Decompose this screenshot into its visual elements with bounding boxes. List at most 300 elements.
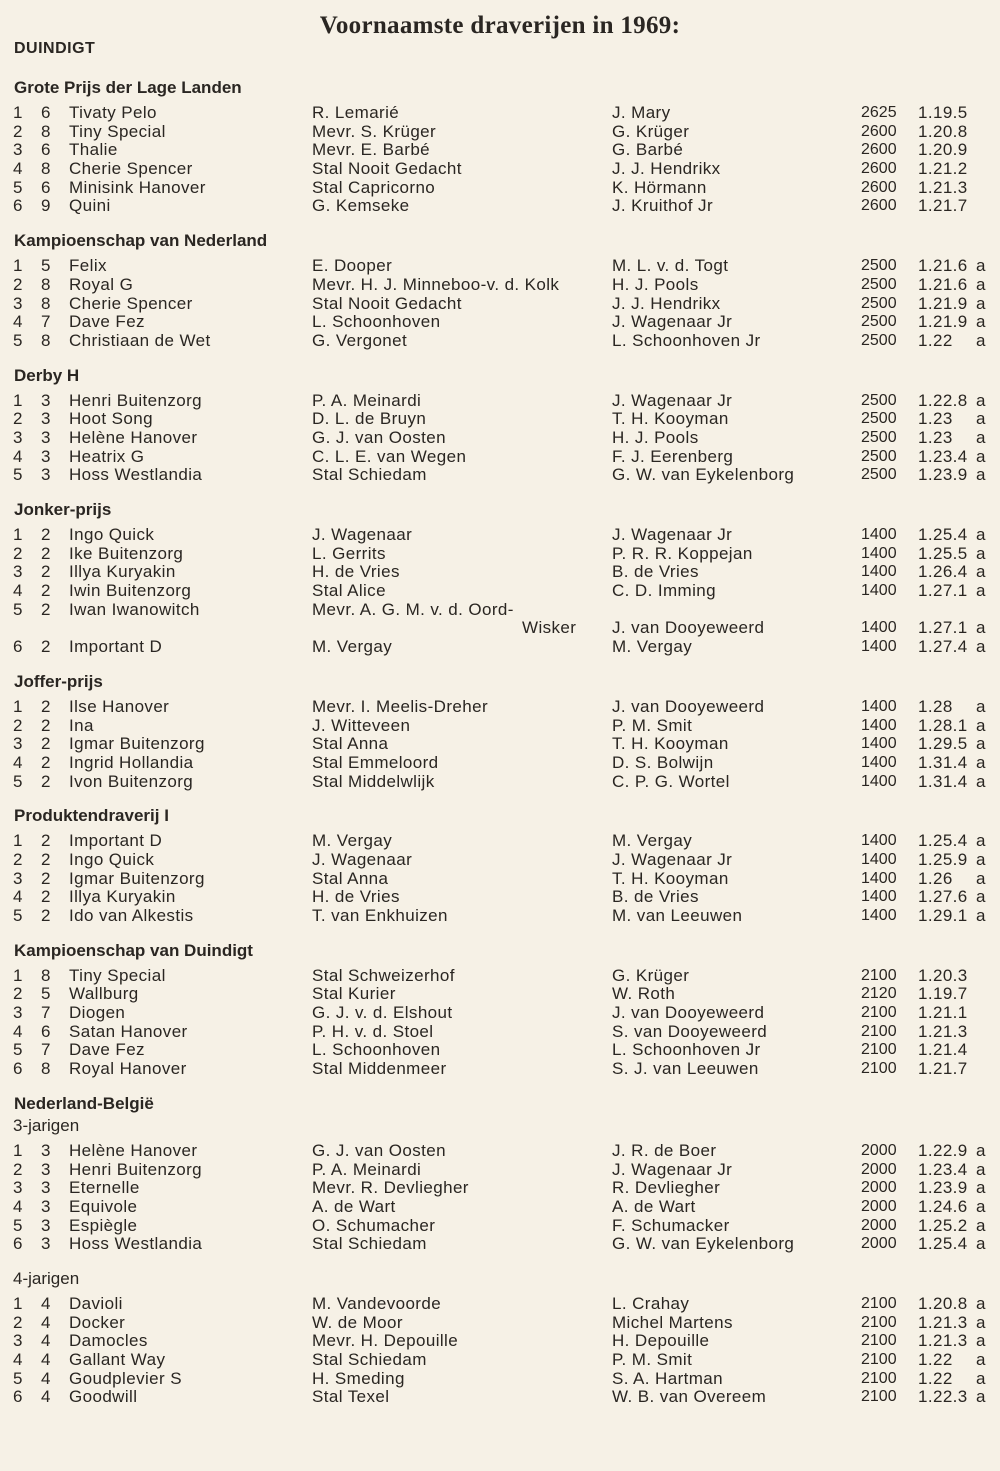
horse-age: 8 — [41, 159, 51, 179]
result-row — [0, 295, 1000, 314]
horse-age: 2 — [41, 715, 51, 735]
owner-name: Mevr. E. Barbé — [312, 140, 431, 160]
driver-name: B. de Vries — [612, 562, 699, 582]
kilometre-time: 1.19.5 — [918, 103, 968, 122]
kilometre-time: 1.22.3 — [918, 1387, 968, 1407]
horse-age: 2 — [41, 906, 51, 926]
race-title: Produktendraverij I — [14, 806, 169, 826]
owner-name: Stal Anna — [312, 868, 389, 888]
horse-name: Hoot Song — [69, 409, 153, 429]
result-row — [0, 735, 1000, 754]
driver-name: Michel Martens — [612, 1312, 733, 1332]
horse-name: Ina — [69, 715, 94, 735]
horse-name: Important D — [69, 637, 163, 657]
horse-age: 3 — [41, 1140, 51, 1160]
kilometre-time: 1.25.5 — [918, 543, 968, 563]
start-type-note: a — [976, 581, 986, 601]
driver-name: A. de Wart — [612, 1196, 696, 1216]
result-row — [0, 332, 1000, 351]
start-type-note: a — [976, 831, 986, 851]
kilometre-time: 1.23.9 — [918, 465, 968, 485]
kilometre-time: 1.21.7 — [918, 1059, 968, 1079]
finish-position: 1 — [13, 1140, 23, 1160]
horse-age: 2 — [41, 887, 51, 907]
start-type-note: a — [976, 312, 986, 332]
finish-position: 5 — [13, 177, 23, 197]
finish-position: 2 — [13, 1159, 23, 1179]
result-row — [0, 313, 1000, 332]
horse-age: 2 — [41, 581, 51, 601]
start-type-note: a — [976, 293, 986, 313]
owner-name: H. Smeding — [312, 1368, 405, 1388]
finish-position: 4 — [13, 581, 23, 601]
result-row — [0, 717, 1000, 736]
horse-age: 9 — [41, 196, 51, 216]
result-row — [0, 832, 1000, 851]
horse-age: 6 — [41, 103, 51, 122]
finish-position: 1 — [13, 525, 23, 544]
driver-name: S. J. van Leeuwen — [612, 1059, 759, 1079]
finish-position: 4 — [13, 887, 23, 907]
owner-name: Stal Alice — [312, 581, 386, 601]
horse-name: Igmar Buitenzorg — [69, 868, 205, 888]
race-distance: 2500 — [861, 410, 897, 428]
horse-age: 3 — [41, 1159, 51, 1179]
horse-age: 2 — [41, 771, 51, 791]
start-type-note: a — [976, 1331, 986, 1351]
result-row — [0, 123, 1000, 142]
owner-name: G. J. v. d. Elshout — [312, 1003, 453, 1023]
race-distance: 1400 — [861, 832, 897, 850]
driver-name: L. Schoonhoven Jr — [612, 1040, 761, 1060]
start-type-note: a — [976, 427, 986, 447]
race-distance: 1400 — [861, 526, 897, 543]
driver-name: M. Vergay — [612, 637, 693, 657]
horse-age: 3 — [41, 427, 51, 447]
kilometre-time: 1.26 — [918, 868, 953, 888]
race-distance: 2000 — [861, 1216, 897, 1234]
start-type-note: a — [976, 256, 986, 276]
horse-age: 2 — [41, 599, 51, 619]
horse-age: 6 — [41, 177, 51, 197]
kilometre-time: 1.22 — [918, 1350, 953, 1370]
kilometre-time: 1.21.3 — [918, 1331, 968, 1351]
result-row — [0, 1179, 1000, 1198]
kilometre-time: 1.23 — [918, 427, 953, 447]
finish-position: 5 — [13, 465, 23, 485]
horse-name: Goodwill — [69, 1387, 138, 1407]
driver-name: J. J. Hendrikx — [612, 293, 721, 313]
race-distance: 2120 — [861, 985, 897, 1003]
owner-name: Stal Schiedam — [312, 1234, 427, 1254]
driver-name: S. A. Hartman — [612, 1368, 724, 1388]
race-title: Joffer-prijs — [14, 671, 103, 691]
kilometre-time: 1.21.2 — [918, 159, 968, 179]
horse-age: 2 — [41, 868, 51, 888]
horse-age: 5 — [41, 256, 51, 276]
finish-position: 3 — [13, 140, 23, 160]
horse-name: Ike Buitenzorg — [69, 543, 184, 563]
finish-position: 1 — [13, 256, 23, 276]
owner-name: Stal Kurier — [312, 984, 396, 1004]
age-class-label: 4-jarigen — [13, 1268, 80, 1288]
race-section — [0, 671, 1000, 791]
start-type-note: a — [976, 543, 986, 563]
driver-name: S. van Dooyeweerd — [612, 1021, 768, 1041]
finish-position: 1 — [13, 696, 23, 716]
horse-name: Illya Kuryakin — [69, 887, 176, 907]
finish-position: 4 — [13, 1021, 23, 1041]
race-distance: 2000 — [861, 1160, 897, 1178]
race-section — [0, 77, 1000, 216]
race-distance: 2600 — [861, 197, 897, 215]
driver-name: G. W. van Eykelenborg — [612, 1234, 795, 1254]
horse-name: Wallburg — [69, 984, 139, 1004]
kilometre-time: 1.21.9 — [918, 312, 968, 332]
owner-name: Stal Schiedam — [312, 465, 427, 485]
owner-name: Stal Emmeloord — [312, 752, 439, 772]
horse-name: Tivaty Pelo — [69, 103, 157, 122]
result-row — [0, 773, 1000, 792]
owner-name: Mevr. H. J. Minneboo-v. d. Kolk — [312, 274, 560, 294]
spacer — [0, 1079, 1000, 1093]
driver-name: J. van Dooyeweerd — [612, 696, 765, 716]
owner-name: P. A. Meinardi — [312, 390, 422, 410]
race-distance: 2000 — [861, 1179, 897, 1197]
start-type-note: a — [976, 1350, 986, 1370]
finish-position: 3 — [13, 293, 23, 313]
race-distance: 2100 — [861, 1351, 897, 1369]
owner-name: M. Vandevoorde — [312, 1293, 442, 1313]
kilometre-time: 1.22.8 — [918, 390, 968, 410]
result-row — [0, 563, 1000, 582]
spacer — [0, 791, 1000, 805]
owner-name: E. Dooper — [312, 256, 393, 276]
horse-age: 4 — [41, 1331, 51, 1351]
race-distance: 1400 — [861, 563, 897, 581]
finish-position: 6 — [13, 1387, 23, 1407]
race-distance: 1400 — [861, 544, 897, 562]
start-type-note: a — [976, 734, 986, 754]
horse-name: Ingo Quick — [69, 849, 155, 869]
finish-position: 4 — [13, 1350, 23, 1370]
horse-age: 2 — [41, 637, 51, 657]
driver-name: P. M. Smit — [612, 1350, 693, 1370]
driver-name: J. Wagenaar Jr — [612, 525, 733, 544]
finish-position: 6 — [13, 196, 23, 216]
race-distance: 1400 — [861, 869, 897, 887]
horse-name: Minisink Hanover — [69, 177, 206, 197]
kilometre-time: 1.29.5 — [918, 734, 968, 754]
horse-name: Thalie — [69, 140, 118, 160]
driver-name: H. J. Pools — [612, 427, 699, 447]
result-row — [0, 1295, 1000, 1314]
kilometre-time: 1.21.6 — [918, 274, 968, 294]
kilometre-time: 1.26.4 — [918, 562, 968, 582]
horse-age: 3 — [41, 446, 51, 466]
horse-name: Heatrix G — [69, 446, 145, 466]
driver-name: J. Kruithof Jr — [612, 196, 714, 216]
finish-position: 4 — [13, 446, 23, 466]
race-distance: 2100 — [861, 1041, 897, 1059]
race-distance: 2000 — [861, 1197, 897, 1215]
spacer — [0, 1254, 1000, 1268]
race-title: Jonker-prijs — [14, 500, 112, 519]
result-row — [0, 179, 1000, 198]
driver-name: T. H. Kooyman — [612, 868, 729, 888]
result-row — [0, 1198, 1000, 1217]
race-distance: 1400 — [861, 735, 897, 753]
start-type-note: a — [976, 465, 986, 485]
finish-position: 6 — [13, 1059, 23, 1079]
horse-name: Equivole — [69, 1196, 138, 1216]
horse-name: Ivon Buitenzorg — [69, 771, 194, 791]
result-row — [0, 276, 1000, 295]
owner-name-continued: Wisker — [522, 618, 577, 638]
finish-position: 6 — [13, 1234, 23, 1254]
horse-name: Dave Fez — [69, 312, 145, 332]
race-section — [0, 230, 1000, 350]
kilometre-time: 1.21.1 — [918, 1003, 968, 1023]
kilometre-time: 1.20.3 — [918, 965, 968, 985]
start-type-note: a — [976, 274, 986, 294]
horse-name: Hoss Westlandia — [69, 1234, 203, 1254]
owner-name: Stal Nooit Gedacht — [312, 293, 462, 313]
driver-name: P. R. R. Koppejan — [612, 543, 753, 563]
horse-age: 6 — [41, 140, 51, 160]
driver-name: T. H. Kooyman — [612, 734, 729, 754]
result-row — [0, 582, 1000, 601]
result-row — [0, 1314, 1000, 1333]
owner-name: Stal Schiedam — [312, 1350, 427, 1370]
race-distance: 2100 — [861, 1294, 897, 1312]
driver-name: J. J. Hendrikx — [612, 159, 721, 179]
driver-name: M. Vergay — [612, 831, 693, 851]
race-distance: 2100 — [861, 966, 897, 984]
race-distance: 1400 — [861, 716, 897, 734]
race-distance: 2000 — [861, 1235, 897, 1253]
owner-name: G. J. van Oosten — [312, 1140, 446, 1160]
race-distance: 2500 — [861, 391, 897, 409]
horse-name: Espiègle — [69, 1215, 138, 1235]
driver-name: D. S. Bolwijn — [612, 752, 714, 772]
result-row — [0, 601, 1000, 638]
start-type-note: a — [976, 1368, 986, 1388]
result-row — [0, 1161, 1000, 1180]
owner-name: Stal Texel — [312, 1387, 390, 1407]
kilometre-time: 1.22 — [918, 330, 953, 350]
result-row — [0, 638, 1000, 657]
start-type-note: a — [976, 446, 986, 466]
race-distance: 2500 — [861, 275, 897, 293]
result-row — [0, 448, 1000, 467]
horse-name: Ingo Quick — [69, 525, 155, 544]
horse-age: 4 — [41, 1387, 51, 1407]
kilometre-time: 1.21.6 — [918, 256, 968, 276]
horse-age: 2 — [41, 562, 51, 582]
kilometre-time: 1.29.1 — [918, 906, 968, 926]
owner-name: L. Schoonhoven — [312, 1040, 441, 1060]
horse-age: 3 — [41, 1178, 51, 1198]
start-type-note: a — [976, 1178, 986, 1198]
start-type-note: a — [976, 849, 986, 869]
kilometre-time: 1.31.4 — [918, 752, 968, 772]
driver-name: F. J. Eerenberg — [612, 446, 734, 466]
finish-position: 2 — [13, 849, 23, 869]
race-section — [0, 365, 1000, 485]
horse-age: 4 — [41, 1293, 51, 1313]
driver-name: J. Wagenaar Jr — [612, 312, 733, 332]
finish-position: 2 — [13, 715, 23, 735]
driver-name: J. van Dooyeweerd — [612, 618, 765, 638]
kilometre-time: 1.28.1 — [918, 715, 968, 735]
result-row — [0, 1023, 1000, 1042]
kilometre-time: 1.22 — [918, 1368, 953, 1388]
driver-name: G. W. van Eykelenborg — [612, 465, 795, 485]
kilometre-time: 1.27.4 — [918, 637, 968, 657]
venue-heading: DUINDIGT — [14, 40, 96, 57]
kilometre-time: 1.20.8 — [918, 1293, 968, 1313]
race-distance: 1400 — [861, 772, 897, 790]
horse-name: Hoss Westlandia — [69, 465, 203, 485]
age-class-label: 3-jarigen — [13, 1115, 80, 1135]
result-row — [0, 526, 1000, 545]
driver-name: P. M. Smit — [612, 715, 693, 735]
race-distance: 2500 — [861, 466, 897, 484]
horse-age: 6 — [41, 1021, 51, 1041]
result-row — [0, 104, 1000, 123]
finish-position: 2 — [13, 409, 23, 429]
horse-name: Ilse Hanover — [69, 696, 170, 716]
horse-name: Tiny Special — [69, 965, 166, 985]
finish-position: 3 — [13, 734, 23, 754]
horse-name: Royal G — [69, 274, 134, 294]
horse-name: Damocles — [69, 1331, 148, 1351]
race-distance: 2600 — [861, 160, 897, 178]
finish-position: 5 — [13, 771, 23, 791]
kilometre-time: 1.28 — [918, 696, 953, 716]
finish-position: 5 — [13, 906, 23, 926]
horse-name: Ido van Alkestis — [69, 906, 194, 926]
start-type-note: a — [976, 1293, 986, 1313]
driver-name: C. D. Imming — [612, 581, 716, 601]
owner-name: G. Vergonet — [312, 330, 408, 350]
kilometre-time: 1.27.6 — [918, 887, 968, 907]
horse-age: 4 — [41, 1312, 51, 1332]
race-distance: 2000 — [861, 1141, 897, 1159]
horse-age: 2 — [41, 525, 51, 544]
start-type-note: a — [976, 1312, 986, 1332]
owner-name: Stal Anna — [312, 734, 389, 754]
result-row — [0, 392, 1000, 411]
driver-name: J. Mary — [612, 103, 671, 122]
horse-name: Davioli — [69, 1293, 123, 1313]
race-distance: 2100 — [861, 1022, 897, 1040]
driver-name: J. Wagenaar Jr — [612, 849, 733, 869]
horse-name: Helène Hanover — [69, 427, 198, 447]
start-type-note: a — [976, 330, 986, 350]
horse-age: 8 — [41, 293, 51, 313]
horse-age: 4 — [41, 1368, 51, 1388]
race-distance: 2100 — [861, 1060, 897, 1078]
race-distance: 2500 — [861, 313, 897, 331]
owner-name: P. H. v. d. Stoel — [312, 1021, 434, 1041]
race-distance: 2100 — [861, 1388, 897, 1406]
horse-name: Diogen — [69, 1003, 126, 1023]
horse-age: 2 — [41, 543, 51, 563]
driver-name: J. R. de Boer — [612, 1140, 717, 1160]
start-type-note: a — [976, 868, 986, 888]
start-type-note: a — [976, 390, 986, 410]
owner-name: A. de Wart — [312, 1196, 396, 1216]
result-row — [0, 851, 1000, 870]
horse-name: Quini — [69, 196, 111, 216]
spacer — [0, 657, 1000, 671]
start-type-note: a — [976, 771, 986, 791]
finish-position: 3 — [13, 868, 23, 888]
owner-name: D. L. de Bruyn — [312, 409, 427, 429]
finish-position: 3 — [13, 427, 23, 447]
finish-position: 5 — [13, 330, 23, 350]
owner-name: M. Vergay — [312, 637, 393, 657]
result-row — [0, 545, 1000, 564]
driver-name: J. van Dooyeweerd — [612, 1003, 765, 1023]
race-distance: 2100 — [861, 1332, 897, 1350]
horse-name: Cherie Spencer — [69, 159, 193, 179]
owner-name: C. L. E. van Wegen — [312, 446, 467, 466]
result-row — [0, 1142, 1000, 1161]
horse-name: Important D — [69, 831, 163, 851]
horse-age: 2 — [41, 752, 51, 772]
finish-position: 2 — [13, 543, 23, 563]
horse-age: 4 — [41, 1350, 51, 1370]
owner-name: Stal Capricorno — [312, 177, 436, 197]
owner-name: Mevr. A. G. M. v. d. Oord- — [312, 599, 514, 619]
result-row — [0, 466, 1000, 485]
start-type-note: a — [976, 1215, 986, 1235]
result-row — [0, 907, 1000, 926]
result-row — [0, 1388, 1000, 1407]
owner-name: Stal Middelwlijk — [312, 771, 435, 791]
owner-name: Stal Nooit Gedacht — [312, 159, 462, 179]
owner-name: Mevr. S. Krüger — [312, 121, 437, 141]
horse-age: 3 — [41, 409, 51, 429]
race-distance: 2500 — [861, 331, 897, 349]
finish-position: 4 — [13, 312, 23, 332]
driver-name: R. Devliegher — [612, 1178, 721, 1198]
owner-name: G. J. van Oosten — [312, 427, 446, 447]
driver-name: F. Schumacker — [612, 1215, 730, 1235]
finish-position: 2 — [13, 1312, 23, 1332]
horse-age: 5 — [41, 984, 51, 1004]
race-section — [0, 499, 1000, 657]
race-distance: 1400 — [861, 850, 897, 868]
page-title: Voornaamste draverijen in 1969: — [319, 12, 681, 39]
finish-position: 4 — [13, 1196, 23, 1216]
owner-name: L. Gerrits — [312, 543, 386, 563]
finish-position: 2 — [13, 274, 23, 294]
race-distance: 1400 — [861, 907, 897, 925]
race-distance: 2100 — [861, 1004, 897, 1022]
start-type-note: a — [976, 525, 986, 544]
finish-position: 1 — [13, 103, 23, 122]
kilometre-time: 1.25.4 — [918, 1234, 968, 1254]
horse-age: 2 — [41, 849, 51, 869]
race-distance: 2600 — [861, 141, 897, 159]
driver-name: G. Barbé — [612, 140, 684, 160]
horse-name: Gallant Way — [69, 1350, 166, 1370]
horse-age: 7 — [41, 312, 51, 332]
